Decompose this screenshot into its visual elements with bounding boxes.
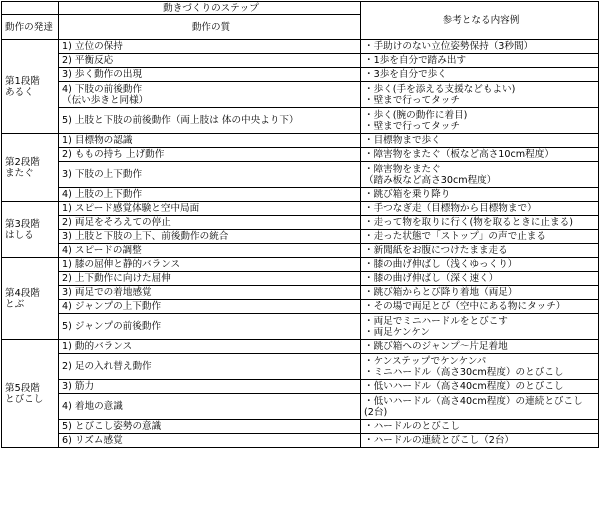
- quality-cell: [59, 202, 361, 216]
- quality-text: 1) 動的バランス: [62, 341, 133, 352]
- reference-text: ・ハードルの連続とびこし（2台）: [364, 435, 515, 446]
- reference-text: ・歩く(腕の動作に着目): [364, 109, 468, 121]
- reference-text: ・目標物まで歩く: [364, 135, 441, 146]
- quality-text: 3) 下肢の上下動作: [62, 169, 143, 180]
- stage-cell: [2, 340, 59, 448]
- reference-text: ・壁まで行ってタッチ: [364, 94, 460, 106]
- reference-text: ・両足ケンケン: [364, 326, 431, 338]
- quality-text: 4) ジャンプの上下動作: [62, 301, 162, 312]
- reference-cell: [361, 300, 599, 314]
- reference-text: ・跳び箱を乗り降り: [364, 189, 451, 200]
- reference-text: ・歩く(手を添える支援などもよい): [364, 83, 516, 95]
- quality-cell: [59, 286, 361, 300]
- quality-cell: [59, 54, 361, 68]
- reference-text: ・低いハードル（高さ40cm程度）の連続とびこし: [364, 395, 583, 407]
- stage-name: またぐ: [5, 167, 34, 179]
- quality-cell: [59, 134, 361, 148]
- quality-text: 4) 下肢の前後動作: [62, 83, 143, 95]
- quality-text: 1) 膝の屈伸と静的バランス: [62, 259, 181, 270]
- quality-text: 3) 上肢と下肢の上下、前後動作の統合: [62, 231, 229, 242]
- quality-text: 5) 上肢と下肢の前後動作（両上肢は 体の中央より下）: [62, 115, 299, 126]
- reference-text: ・3歩を自分で歩く: [364, 69, 447, 80]
- reference-cell: [361, 162, 599, 188]
- reference-text: ・低いハードル（高さ40cm程度）のとびこし: [364, 381, 564, 392]
- reference-cell: [361, 244, 599, 258]
- quality-cell: [59, 314, 361, 340]
- header-stage: 動作の発達: [2, 15, 59, 40]
- stage-cell: [2, 134, 59, 202]
- reference-cell: [361, 82, 599, 108]
- quality-cell: [59, 420, 361, 434]
- quality-text: 3) 歩く動作の出現: [62, 69, 143, 80]
- stage-name: とびこし: [5, 393, 44, 405]
- reference-text: ・手つなぎ走（目標物から目標物まで）: [364, 203, 537, 214]
- header-reference: 参考となる内容例: [361, 2, 599, 40]
- stage-title: 第2段階: [5, 156, 40, 168]
- quality-text: 1) スピード感覚体験と空中局面: [62, 203, 200, 214]
- reference-cell: [361, 40, 599, 54]
- quality-cell: [59, 216, 361, 230]
- quality-cell: [59, 300, 361, 314]
- reference-text: ・障害物をまたぐ: [364, 163, 441, 175]
- stage-name: あるく: [5, 86, 34, 98]
- table-body: [2, 40, 599, 448]
- quality-text: 4) 上肢の上下動作: [62, 189, 143, 200]
- reference-cell: [361, 148, 599, 162]
- reference-cell: [361, 258, 599, 272]
- quality-text: 4) 着地の意識: [62, 401, 123, 412]
- quality-text: （伝い歩きと同様）: [62, 94, 149, 106]
- quality-cell: [59, 380, 361, 394]
- reference-text: ・跳び箱からとび降り着地（両足）: [364, 287, 518, 298]
- reference-text: ・手助けのない立位姿勢保持（3秒間）: [364, 41, 534, 52]
- quality-text: 4) スピードの調整: [62, 245, 142, 256]
- stage-title: 第3段階: [5, 218, 40, 230]
- quality-cell: [59, 272, 361, 286]
- reference-text: ・1歩を自分で踏み出す: [364, 55, 467, 66]
- quality-text: 3) 筋力: [62, 381, 95, 392]
- header-quality: 動作の質: [59, 15, 361, 40]
- reference-cell: [361, 286, 599, 300]
- stage-title: 第5段階: [5, 382, 40, 394]
- reference-cell: [361, 134, 599, 148]
- stage-title: 第1段階: [5, 75, 40, 87]
- quality-text: 3) 両足での着地感覚: [62, 287, 152, 298]
- quality-cell: [59, 40, 361, 54]
- stage-name: はしる: [5, 229, 34, 241]
- stage-cell: [2, 258, 59, 340]
- header-blank: [2, 2, 59, 15]
- reference-text: ・ハードルのとびこし: [364, 421, 460, 432]
- quality-text: 2) 足の入れ替え動作: [62, 361, 152, 372]
- reference-cell: [361, 216, 599, 230]
- reference-text: (2台): [364, 406, 388, 418]
- reference-text: ・膝の曲げ伸ばし（浅くゆっくり）: [364, 259, 518, 270]
- reference-text: ・両足でミニハードルをとびこす: [364, 315, 508, 327]
- reference-text: ・ミニハードル（高さ30cm程度）のとびこし: [364, 366, 564, 378]
- motor-steps-table: [1, 1, 599, 448]
- quality-cell: [59, 230, 361, 244]
- quality-cell: [59, 188, 361, 202]
- reference-text: （踏み板など高さ30cm程度）: [364, 174, 497, 186]
- reference-text: ・跳び箱へのジャンプ～片足着地: [364, 341, 508, 352]
- reference-text: ・ケンステップでケンケンパ: [364, 355, 487, 367]
- quality-text: 1) 立位の保持: [62, 41, 123, 52]
- quality-cell: [59, 434, 361, 448]
- reference-cell: [361, 230, 599, 244]
- reference-text: ・新聞紙をお腹につけたまま走る: [364, 245, 508, 256]
- quality-text: 2) 上下動作に向けた屈伸: [62, 273, 171, 284]
- reference-cell: [361, 420, 599, 434]
- quality-cell: [59, 108, 361, 134]
- reference-text: ・膝の曲げ伸ばし（深く速く）: [364, 273, 499, 284]
- stage-name: とぶ: [5, 298, 25, 310]
- quality-text: 5) ジャンプの前後動作: [62, 321, 162, 332]
- quality-text: 6) リズム感覚: [62, 435, 123, 446]
- reference-cell: [361, 340, 599, 354]
- quality-cell: [59, 394, 361, 420]
- quality-text: 2) 両足をそろえての停止: [62, 217, 171, 228]
- stage-cell: [2, 202, 59, 258]
- quality-cell: [59, 244, 361, 258]
- quality-cell: [59, 258, 361, 272]
- quality-text: 5) とびこし姿勢の意識: [62, 421, 162, 432]
- reference-cell: [361, 68, 599, 82]
- reference-cell: [361, 394, 599, 420]
- reference-cell: [361, 354, 599, 380]
- quality-cell: [59, 68, 361, 82]
- stage-cell: [2, 40, 59, 134]
- header-group-label: 動きづくりのステップ: [59, 2, 361, 15]
- reference-text: ・障害物をまたぐ（板など高さ10cm程度）: [364, 149, 554, 160]
- reference-text: ・壁まで行ってタッチ: [364, 120, 460, 132]
- reference-cell: [361, 314, 599, 340]
- reference-cell: [361, 202, 599, 216]
- reference-cell: [361, 272, 599, 286]
- reference-cell: [361, 434, 599, 448]
- reference-text: ・走って物を取りに行く(物を取るときに止まる): [364, 217, 573, 228]
- quality-text: 1) 目標物の認識: [62, 135, 133, 146]
- reference-cell: [361, 108, 599, 134]
- quality-cell: [59, 82, 361, 108]
- quality-text: 2) 平衡反応: [62, 55, 114, 66]
- quality-cell: [59, 148, 361, 162]
- quality-cell: [59, 162, 361, 188]
- stage-title: 第4段階: [5, 287, 40, 299]
- reference-text: ・走った状態で「ストップ」の声で止まる: [364, 231, 546, 242]
- reference-text: ・その場で両足とび（空中にある物にタッチ）: [364, 301, 566, 312]
- reference-cell: [361, 54, 599, 68]
- quality-cell: [59, 354, 361, 380]
- reference-cell: [361, 188, 599, 202]
- reference-cell: [361, 380, 599, 394]
- quality-text: 2) ももの持ち 上げ動作: [62, 149, 165, 160]
- quality-cell: [59, 340, 361, 354]
